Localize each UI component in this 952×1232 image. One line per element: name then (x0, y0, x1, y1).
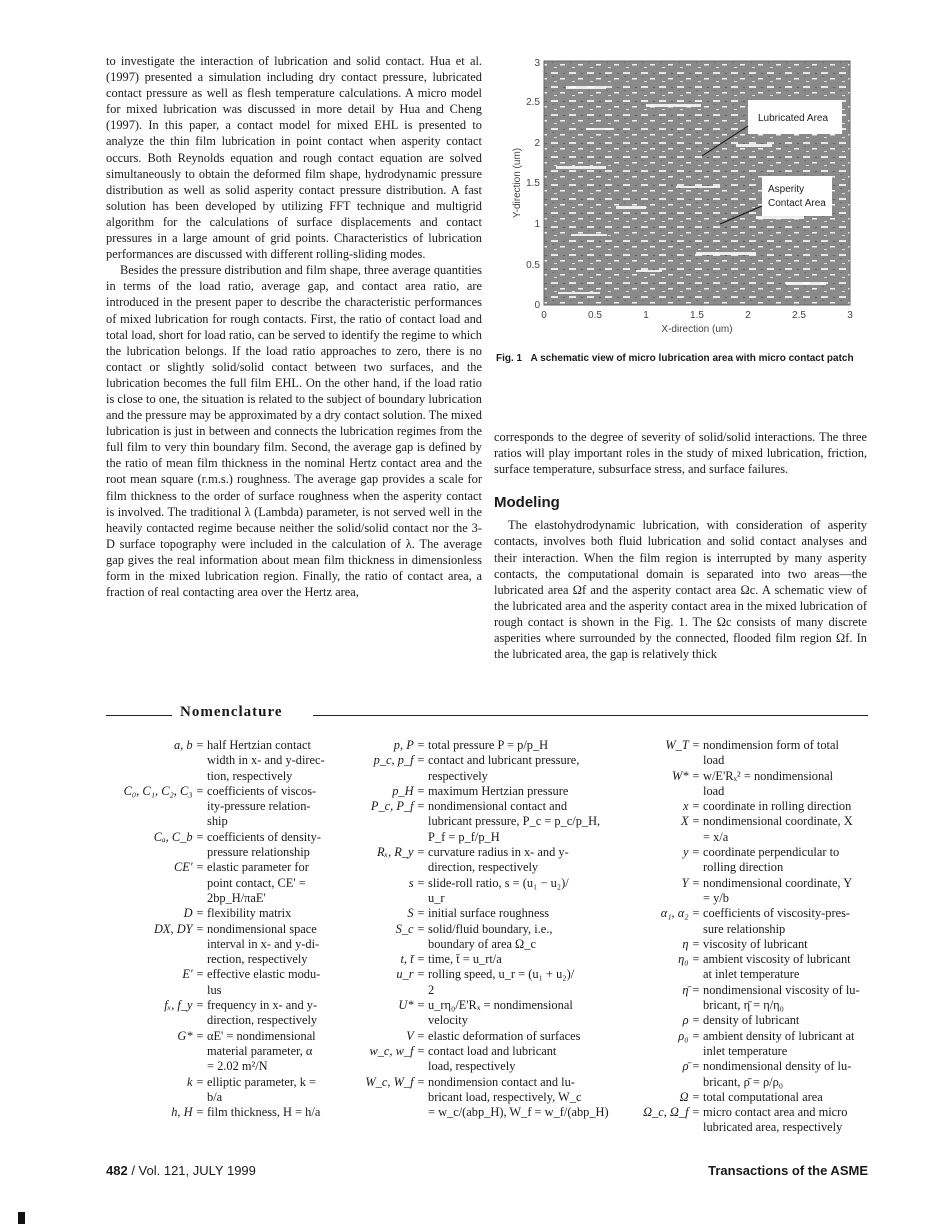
nomenclature-definition: curvature radius in x- and y- direction, respectively (428, 845, 569, 875)
nomenclature-definition: coordinate in rolling direction (703, 799, 852, 814)
nomenclature-entry (352, 952, 624, 967)
nomenclature-entry (614, 983, 872, 1014)
right-text-column (494, 429, 867, 662)
nomenclature-symbol: k = (187, 1074, 204, 1089)
nomenclature-entry (352, 784, 624, 799)
nomenclature-entry (352, 967, 624, 998)
nomenclature-definition: initial surface roughness (428, 906, 550, 921)
nomenclature-entry (102, 1105, 352, 1120)
journal-name: Transactions of the ASME (708, 1163, 868, 1178)
nomenclature-symbol: G* = (177, 1028, 204, 1043)
nomenclature-entry (352, 1075, 624, 1121)
figure-1-plot (496, 56, 868, 346)
nomenclature-definition: elastic deformation of surfaces (428, 1028, 581, 1043)
nomenclature-symbol: E' = (182, 967, 204, 982)
nomenclature-definition: nondimensional contact and lubricant pressure, P_c = p_c/p_H, P_f = p_f/p_H (428, 799, 601, 844)
nomenclature-definition: nondimension form of total load (703, 738, 839, 768)
page-number: 482 (106, 1163, 128, 1178)
nomenclature-entry (102, 998, 352, 1029)
nomenclature-definition: elastic parameter for point contact, CE' = 2bp_H/πaE' (207, 860, 309, 905)
nomenclature-entry (352, 799, 624, 845)
nomenclature-entry (102, 1029, 352, 1075)
section-title-modeling: Modeling (494, 494, 560, 512)
nomenclature-entry (352, 753, 624, 784)
nomenclature-definition: nondimensional coordinate, Y = y/b (703, 875, 853, 905)
nomenclature-definition: ambient viscosity of lubricant at inlet temperature (703, 952, 851, 982)
nomenclature-entry (614, 769, 872, 800)
figure-number: Fig. 1 (496, 353, 523, 364)
nomenclature-entry (102, 784, 352, 830)
paragraph-intro-continuation: to investigate the interaction of lubrication and solid contact. Hua et al. (1997) presented a simulation including dry contact pressure, lubricated contact pressure as well as flesh temperature calculations. A micro model for mixed lubrication was discussed in more detail by Hua and Cheng (1997). In this paper, a contact model for mixed EHL is presented to analyze the thin film lubrication in point contact when asperity contact occurs. Both Reynolds equation and rough contact equation are solved simultaneously to obtain the deformed film shape, hydrodynamic pressure distribution as well as solid asperity contact pressure distribution. A fast solution has been developed by utilizing FFT technique and multigrid algorithm for the calculations of surface displacements and contact pressures in a large amount of grid points. Characteristics of lubrication performances are discussed with different rolling-sliding modes. (106, 54, 482, 262)
nomenclature-definition: flexibility matrix (207, 906, 292, 921)
nomenclature-symbol: CE' = (174, 860, 204, 875)
nomenclature-symbol: Ω = (679, 1089, 700, 1104)
nomenclature-entry (352, 1044, 624, 1075)
nomenclature-symbol: η̄ = (682, 982, 700, 997)
nomenclature-definition: coefficients of density- pressure relationship (207, 829, 322, 860)
nomenclature-entry (102, 1075, 352, 1106)
nomenclature-entry (352, 1029, 624, 1044)
nomenclature-entry (614, 1059, 872, 1090)
nomenclature-symbol: W_c, W_f = (365, 1074, 425, 1089)
nomenclature-symbol: W_T = (665, 738, 700, 752)
nomenclature-entry (614, 1013, 872, 1028)
nomenclature-definition: micro contact area and micro lubricated area, respectively (703, 1105, 848, 1135)
x-axis-label: X-direction (um) (661, 324, 733, 335)
nomenclature-symbol: W* = (672, 768, 700, 783)
nomenclature-symbol: p_c, p_f = (373, 753, 425, 768)
nomenclature-entry (352, 845, 624, 876)
nomenclature-definition: coefficients of viscosity-pres- sure relationship (703, 906, 851, 936)
x-tick-1: 1 (643, 310, 649, 321)
nomenclature-definition: film thickness, H = h/a (207, 1105, 321, 1120)
y-tick-2.5: 2.5 (526, 97, 540, 108)
nomenclature-symbol: η₀ = (678, 952, 700, 967)
nomenclature-rule-right (313, 715, 868, 716)
paragraph-average-quantities: Besides the pressure distribution and film shape, three average quantities in terms of the load ratio, average gap, and contact area ratio, are introduced in the present paper to describe the characteristic performances of mixed lubrication for rough contacts. First, the ratio of contact load and total load, short for load ratio, can be served to identify the regime to which the lubrication belongs. If the load ratio approaches to zero, there is no contact or slightly solid/solid contact between two surfaces, and the lubrication becomes the full film EHL. On the other hand, if the load ratio is close to one, the situation is related to the subject of boundary lubrication and the pressure may be approximated by a dry contact solution. The mixed lubrication is just in between and connects the lubrication regimes from the full film to very thin boundary film. Second, the average gap is defined by the ratio of mean film thickness in the nominal Hertz contact area and the root mean square (r.m.s.) roughness. The average gap provides a scale for film thickness to the order of surface roughness when the asperity contact is involved. The traditional λ (Lambda) parameter, is not served well in the heavily contacted regime because neither the solid/solid contact nor the 3-D surface topography were included in the calculation of λ. The average gap gives the real information about mean film thickness in dimensionless form in the mixed lubrication region. Finally, the ratio of contact area, a fraction of real contacting area over the Hertz area, (106, 263, 482, 600)
nomenclature-definition: slide-roll ratio, s = (u₁ − u₂)/ u_r (428, 875, 569, 905)
nomenclature-entry (102, 860, 352, 906)
nomenclature-entry (352, 906, 624, 921)
nomenclature-entry (102, 738, 352, 784)
nomenclature-symbol: w_c, w_f = (369, 1043, 425, 1058)
nomenclature-symbol: P_c, P_f = (370, 799, 425, 814)
nomenclature-definition: solid/fluid boundary, i.e., boundary of area Ω_c (428, 921, 553, 951)
nomenclature-entry (102, 906, 352, 921)
nomenclature-definition: maximum Hertzian pressure (428, 783, 569, 798)
nomenclature-definition: nondimension contact and lu- bricant load, respectively, W_c = w_c/(abp_H), W_f = w_f/(abp_H) (428, 1074, 609, 1120)
nomenclature-entry (102, 967, 352, 998)
nomenclature-definition: half Hertzian contact width in x- and y-direc- tion, respectively (207, 738, 325, 783)
x-tick-labels (541, 310, 853, 321)
nomenclature-entry (102, 830, 352, 861)
nomenclature-definition: nondimensional coordinate, X = x/a (703, 814, 853, 844)
y-tick-3: 3 (534, 58, 540, 69)
nomenclature-symbol: U* = (398, 998, 425, 1013)
nomenclature-entry (614, 906, 872, 937)
nomenclature-definition: u_rη₀/E'Rₓ = nondimensional velocity (428, 998, 573, 1028)
nomenclature-definition: nondimensional viscosity of lu- bricant, η̄ = η/η₀ (703, 982, 860, 1013)
nomenclature-symbol: C₀, C₁, C₂, C₃ = (123, 783, 204, 798)
y-axis-label: Y-direction (um) (512, 147, 523, 219)
annotation-asperity-line1: Asperity (768, 184, 805, 195)
nomenclature-definition: viscosity of lubricant (703, 936, 808, 951)
nomenclature-entry (102, 922, 352, 968)
nomenclature-definition: coefficients of viscos- ity-pressure relation- ship (207, 783, 317, 829)
x-tick-2: 2 (745, 310, 751, 321)
nomenclature-column-3 (614, 738, 872, 1136)
nomenclature-definition: nondimensional density of lu- bricant, ρ̄ = ρ/ρ₀ (703, 1059, 852, 1089)
nomenclature-symbol: p_H = (392, 783, 425, 798)
y-tick-0.5: 0.5 (526, 260, 540, 271)
y-tick-0: 0 (534, 300, 540, 311)
nomenclature-symbol: s = (408, 875, 425, 890)
x-tick-3: 3 (847, 310, 853, 321)
figure-caption-text: A schematic view of micro lubrication area with micro contact patch (530, 353, 854, 364)
annotation-lubricated: Lubricated Area (758, 113, 829, 124)
figure-caption (496, 352, 868, 365)
scan-mark (18, 1212, 25, 1224)
nomenclature-symbol: Rₓ, R_y = (376, 845, 425, 860)
nomenclature-symbol: α₁, α₂ = (660, 906, 700, 921)
nomenclature-entry (614, 1090, 872, 1105)
nomenclature-column-2 (352, 738, 624, 1120)
nomenclature-symbol: S_c = (395, 921, 425, 936)
nomenclature-symbol: η = (682, 936, 700, 951)
figure-1 (496, 56, 868, 346)
annotation-asperity-line2: Contact Area (768, 198, 826, 209)
nomenclature-symbol: ρ₀ = (678, 1028, 700, 1043)
nomenclature-entry (614, 1029, 872, 1060)
nomenclature-symbol: ρ̄ = (682, 1059, 700, 1074)
nomenclature-header (106, 704, 868, 724)
nomenclature-symbol: DX, DY = (153, 921, 204, 936)
nomenclature-entry (614, 876, 872, 907)
nomenclature-rule-left (106, 715, 172, 716)
nomenclature-entry (614, 799, 872, 814)
nomenclature-entry (614, 937, 872, 952)
left-text-column (106, 53, 482, 600)
nomenclature-symbol: Ω_c, Ω_f = (643, 1105, 700, 1120)
nomenclature-symbol: p, P = (393, 738, 425, 752)
nomenclature-symbol: S = (407, 906, 425, 921)
nomenclature-definition: frequency in x- and y- direction, respectively (207, 998, 318, 1028)
nomenclature-symbol: Y = (681, 875, 700, 890)
nomenclature-definition: total computational area (703, 1089, 823, 1104)
nomenclature-entry (614, 845, 872, 876)
nomenclature-entry (352, 738, 624, 753)
nomenclature-symbol: x = (683, 799, 700, 814)
paragraph-ratio-continuation: corresponds to the degree of severity of solid/solid interactions. The three ratios will play important roles in the study of mixed lubrication, friction, surface temperature, subsurface stress, and surface failures. (494, 430, 867, 477)
nomenclature-symbol: V = (406, 1028, 425, 1043)
nomenclature-column-1 (102, 738, 352, 1120)
nomenclature-entry (614, 1105, 872, 1136)
nomenclature-definition: time, t̄ = u_rt/a (428, 952, 502, 967)
nomenclature-entry (614, 952, 872, 983)
x-tick-0: 0 (541, 310, 547, 321)
nomenclature-symbol: X = (680, 814, 700, 829)
page-footer-left (106, 1163, 256, 1178)
nomenclature-title: Nomenclature (180, 704, 283, 720)
y-tick-1: 1 (534, 219, 540, 230)
nomenclature-symbol: t, t̄ = (400, 952, 425, 967)
nomenclature-entry (352, 876, 624, 907)
nomenclature-entry (352, 998, 624, 1029)
x-tick-1.5: 1.5 (690, 310, 704, 321)
nomenclature-entry (352, 922, 624, 953)
nomenclature-symbol: a, b = (173, 738, 204, 752)
y-tick-1.5: 1.5 (526, 178, 540, 189)
nomenclature-symbol: Cₐ, C_b = (153, 829, 204, 844)
nomenclature-definition: ambient density of lubricant at inlet temperature (703, 1028, 855, 1058)
nomenclature-symbol: u_r = (396, 967, 425, 982)
nomenclature-definition: contact and lubricant pressure, respectively (428, 753, 580, 783)
nomenclature-symbol: D = (183, 906, 204, 921)
paragraph-modeling: The elastohydrodynamic lubrication, with consideration of asperity contacts, involves both fluid lubrication and solid contact analyses and their interaction. When the film region is interrupted by many asperity contacts, the computational domain is separated into two areas—the lubricated area Ωf and the asperity contact area Ωc. A schematic view of the lubricated area and the asperity contact area in the mixed lubrication of rough contact is shown in the Fig. 1. The Ωc consists of many discrete asperities where surrounded by the connected, flooded film region Ωf. In the lubricated area, the gap is relatively thick (494, 518, 867, 662)
nomenclature-entry (614, 814, 872, 845)
x-tick-0.5: 0.5 (588, 310, 602, 321)
asperity-area-box (762, 176, 832, 216)
nomenclature-definition: contact load and lubricant load, respectively (428, 1043, 557, 1074)
volume-info: / Vol. 121, JULY 1999 (131, 1163, 256, 1178)
nomenclature-entry (614, 738, 872, 769)
nomenclature-symbol: fₓ, f_y = (164, 998, 204, 1013)
y-tick-2: 2 (534, 138, 540, 149)
x-tick-2.5: 2.5 (792, 310, 806, 321)
nomenclature-definition: total pressure P = p/p_H (428, 738, 549, 752)
nomenclature-definition: coordinate perpendicular to rolling direction (703, 845, 840, 875)
nomenclature-definition: density of lubricant (703, 1013, 800, 1028)
nomenclature-definition: rolling speed, u_r = (u₁ + u₂)/ 2 (428, 967, 575, 997)
nomenclature-definition: elliptic parameter, k = b/a (207, 1074, 317, 1104)
nomenclature-definition: w/E'Rₓ² = nondimensional load (703, 768, 834, 798)
nomenclature-symbol: ρ = (682, 1013, 700, 1028)
nomenclature-definition: nondimensional space interval in x- and y-di- rection, respectively (207, 921, 320, 967)
nomenclature-symbol: y = (683, 845, 700, 860)
nomenclature-definition: αE' = nondimensional material parameter, α = 2.02 m²/N (207, 1028, 316, 1074)
y-tick-labels (526, 58, 540, 311)
nomenclature-definition: effective elastic modu- lus (207, 967, 321, 997)
nomenclature-symbol: h, H = (171, 1105, 204, 1120)
